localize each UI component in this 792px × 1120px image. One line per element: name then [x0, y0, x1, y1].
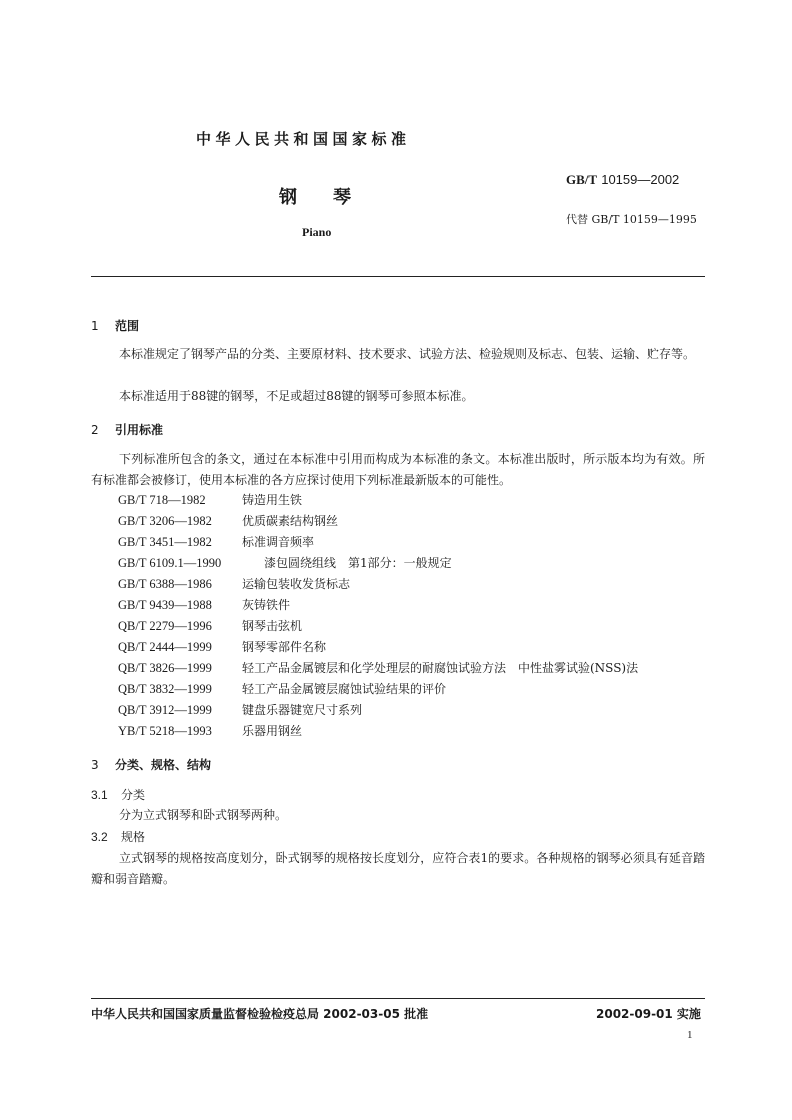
reference-code: YB/T 5218—1993 — [118, 724, 212, 738]
standard-code — [566, 172, 679, 188]
reference-code: QB/T 3826—1999 — [118, 661, 212, 675]
reference-code: GB/T 6388—1986 — [118, 577, 212, 591]
reference-code: GB/T 718—1982 — [118, 493, 206, 507]
reference-title: 运输包装收发货标志 — [242, 577, 351, 591]
reference-title: 钢琴击弦机 — [242, 619, 303, 633]
section-1-heading — [91, 317, 139, 334]
reference-code: GB/T 3451—1982 — [118, 535, 212, 549]
section-2-heading — [91, 421, 163, 438]
standard-number: 10159—2002 — [601, 172, 680, 187]
reference-title: 漆包圆绕组线 第1部分：一般规定 — [264, 556, 452, 570]
section-number: 2 — [91, 423, 99, 437]
section-1-paragraph-1: 本标准规定了钢琴产品的分类、主要原材料、技术要求、试验方法、检验规则及标志、包装、运输、贮存等。 — [119, 347, 696, 361]
reference-title: 轻工产品金属镀层腐蚀试验结果的评价 — [242, 682, 447, 696]
section-number: 3 — [91, 758, 99, 772]
reference-code: QB/T 2279—1996 — [118, 619, 212, 633]
section-title: 范围 — [115, 319, 140, 333]
reference-item — [118, 491, 302, 508]
reference-item — [118, 533, 314, 550]
footer-divider — [91, 998, 705, 999]
subsection-3-1-heading — [91, 786, 145, 803]
reference-title: 乐器用钢丝 — [242, 724, 303, 738]
standard-prefix: GB/T — [566, 172, 598, 187]
section-3-heading — [91, 756, 211, 773]
subsection-3-1-text: 分为立式钢琴和卧式钢琴两种。 — [119, 808, 288, 822]
page-number: 1 — [687, 1029, 693, 1041]
reference-title: 轻工产品金属镀层和化学处理层的耐腐蚀试验方法 中性盐雾试验(NSS)法 — [242, 661, 639, 675]
issuing-organization: 中华人民共和国国家标准 — [196, 130, 411, 148]
document-title: 钢琴 — [279, 187, 387, 208]
reference-code: QB/T 2444—1999 — [118, 640, 212, 654]
section-1-paragraph-2: 本标准适用于88键的钢琴，不足或超过88键的钢琴可参照本标准。 — [119, 389, 474, 403]
subsection-title: 规格 — [121, 830, 146, 844]
reference-title: 铸造用生铁 — [242, 493, 303, 507]
reference-item — [118, 575, 350, 592]
implementation-date: 2002-09-01 实施 — [596, 1007, 701, 1021]
reference-code: GB/T 3206—1982 — [118, 514, 212, 528]
reference-item — [118, 554, 452, 571]
reference-title: 钢琴零部件名称 — [242, 640, 327, 654]
reference-item — [118, 701, 362, 718]
section-title: 引用标准 — [115, 423, 164, 437]
subsection-3-2-heading — [91, 828, 145, 845]
reference-item — [118, 680, 446, 697]
reference-code: QB/T 3912—1999 — [118, 703, 212, 717]
header-divider — [91, 276, 705, 277]
subsection-title: 分类 — [121, 788, 146, 802]
reference-code: GB/T 6109.1—1990 — [118, 556, 222, 570]
section-2-intro: 下列标准所包含的条文，通过在本标准中引用而构成为本标准的条文。本标准出版时，所示版本均为有效。所有标准都会被修订，使用本标准的各方应探讨使用下列标准最新版本的可能性。 — [91, 452, 705, 487]
document-subtitle: Piano — [302, 225, 332, 239]
subsection-number: 3.2 — [91, 830, 108, 844]
reference-code: GB/T 9439—1988 — [118, 598, 212, 612]
reference-item — [118, 722, 302, 739]
reference-item — [118, 512, 338, 529]
replaces-standard: 代替 GB/T 10159—1995 — [566, 213, 697, 226]
reference-title: 灰铸铁件 — [242, 598, 291, 612]
approval-line: 中华人民共和国国家质量监督检验检疫总局 2002-03-05 批准 — [91, 1007, 429, 1021]
subsection-number: 3.1 — [91, 788, 108, 802]
reference-item — [118, 659, 638, 676]
reference-item — [118, 596, 290, 613]
section-number: 1 — [91, 319, 99, 333]
reference-title: 标准调音频率 — [242, 535, 315, 549]
reference-title: 优质碳素结构钢丝 — [242, 514, 339, 528]
reference-code: QB/T 3832—1999 — [118, 682, 212, 696]
section-title: 分类、规格、结构 — [115, 758, 212, 772]
reference-title: 键盘乐器键宽尺寸系列 — [242, 703, 363, 717]
reference-item — [118, 638, 326, 655]
reference-item — [118, 617, 302, 634]
subsection-3-2-text: 立式钢琴的规格按高度划分，卧式钢琴的规格按长度划分，应符合表1的要求。各种规格的钢琴必须具有延音踏瓣和弱音踏瓣。 — [91, 851, 705, 886]
